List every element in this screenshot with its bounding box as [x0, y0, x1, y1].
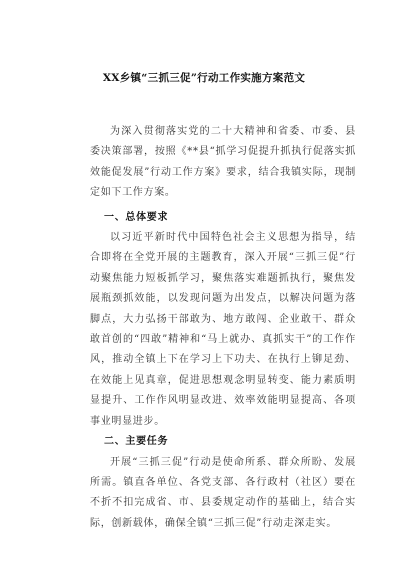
section-heading-general-requirements: 一、总体要求 [104, 211, 169, 223]
section-heading-main-tasks: 二、主要任务 [104, 436, 169, 448]
main-tasks-paragraph: 开展“三抓三促”行动是使命所系、群众所盼、发展所需。镇直各单位、各党支部、各行政村（社区）要在不折不扣完成省、市、县委规定动作的基础上，结合实际，创新载体，确保全镇“三抓三促”行动走深走实。 [90, 456, 356, 529]
document-body [90, 122, 356, 534]
document-title: XX乡镇“三抓三促”行动工作实施方案范文 [102, 72, 306, 84]
general-requirements-paragraph: 以习近平新时代中国特色社会主义思想为指导，结合即将在全党开展的主题教育，深入开展“三抓三促”行动聚焦能力短板抓学习，聚焦落实难题抓执行，聚焦发展瓶颈抓效能，以发现问题为出发点，以解决问题为落脚点，大力弘扬干部敢为、地方敢闯、企业敢干、群众敢首创的“四敢”精神和“马上就办、真抓实干”的工作作风，推动全镇上下在学习上下功夫、在执行上铆足劲、在效能上见真章，促进思想观念明显转变、能力素质明显提升、工作作风明显改进、效率效能明显提高、各项事业明显进步。 [90, 232, 356, 427]
intro-paragraph: 为深入贯彻落实党的二十大精神和省委、市委、县委决策部署，按照《**县“抓学习促提升抓执行促落实抓效能促发展”行动工作方案》要求，结合我镇实际，现制定如下工作方案。 [90, 126, 356, 199]
